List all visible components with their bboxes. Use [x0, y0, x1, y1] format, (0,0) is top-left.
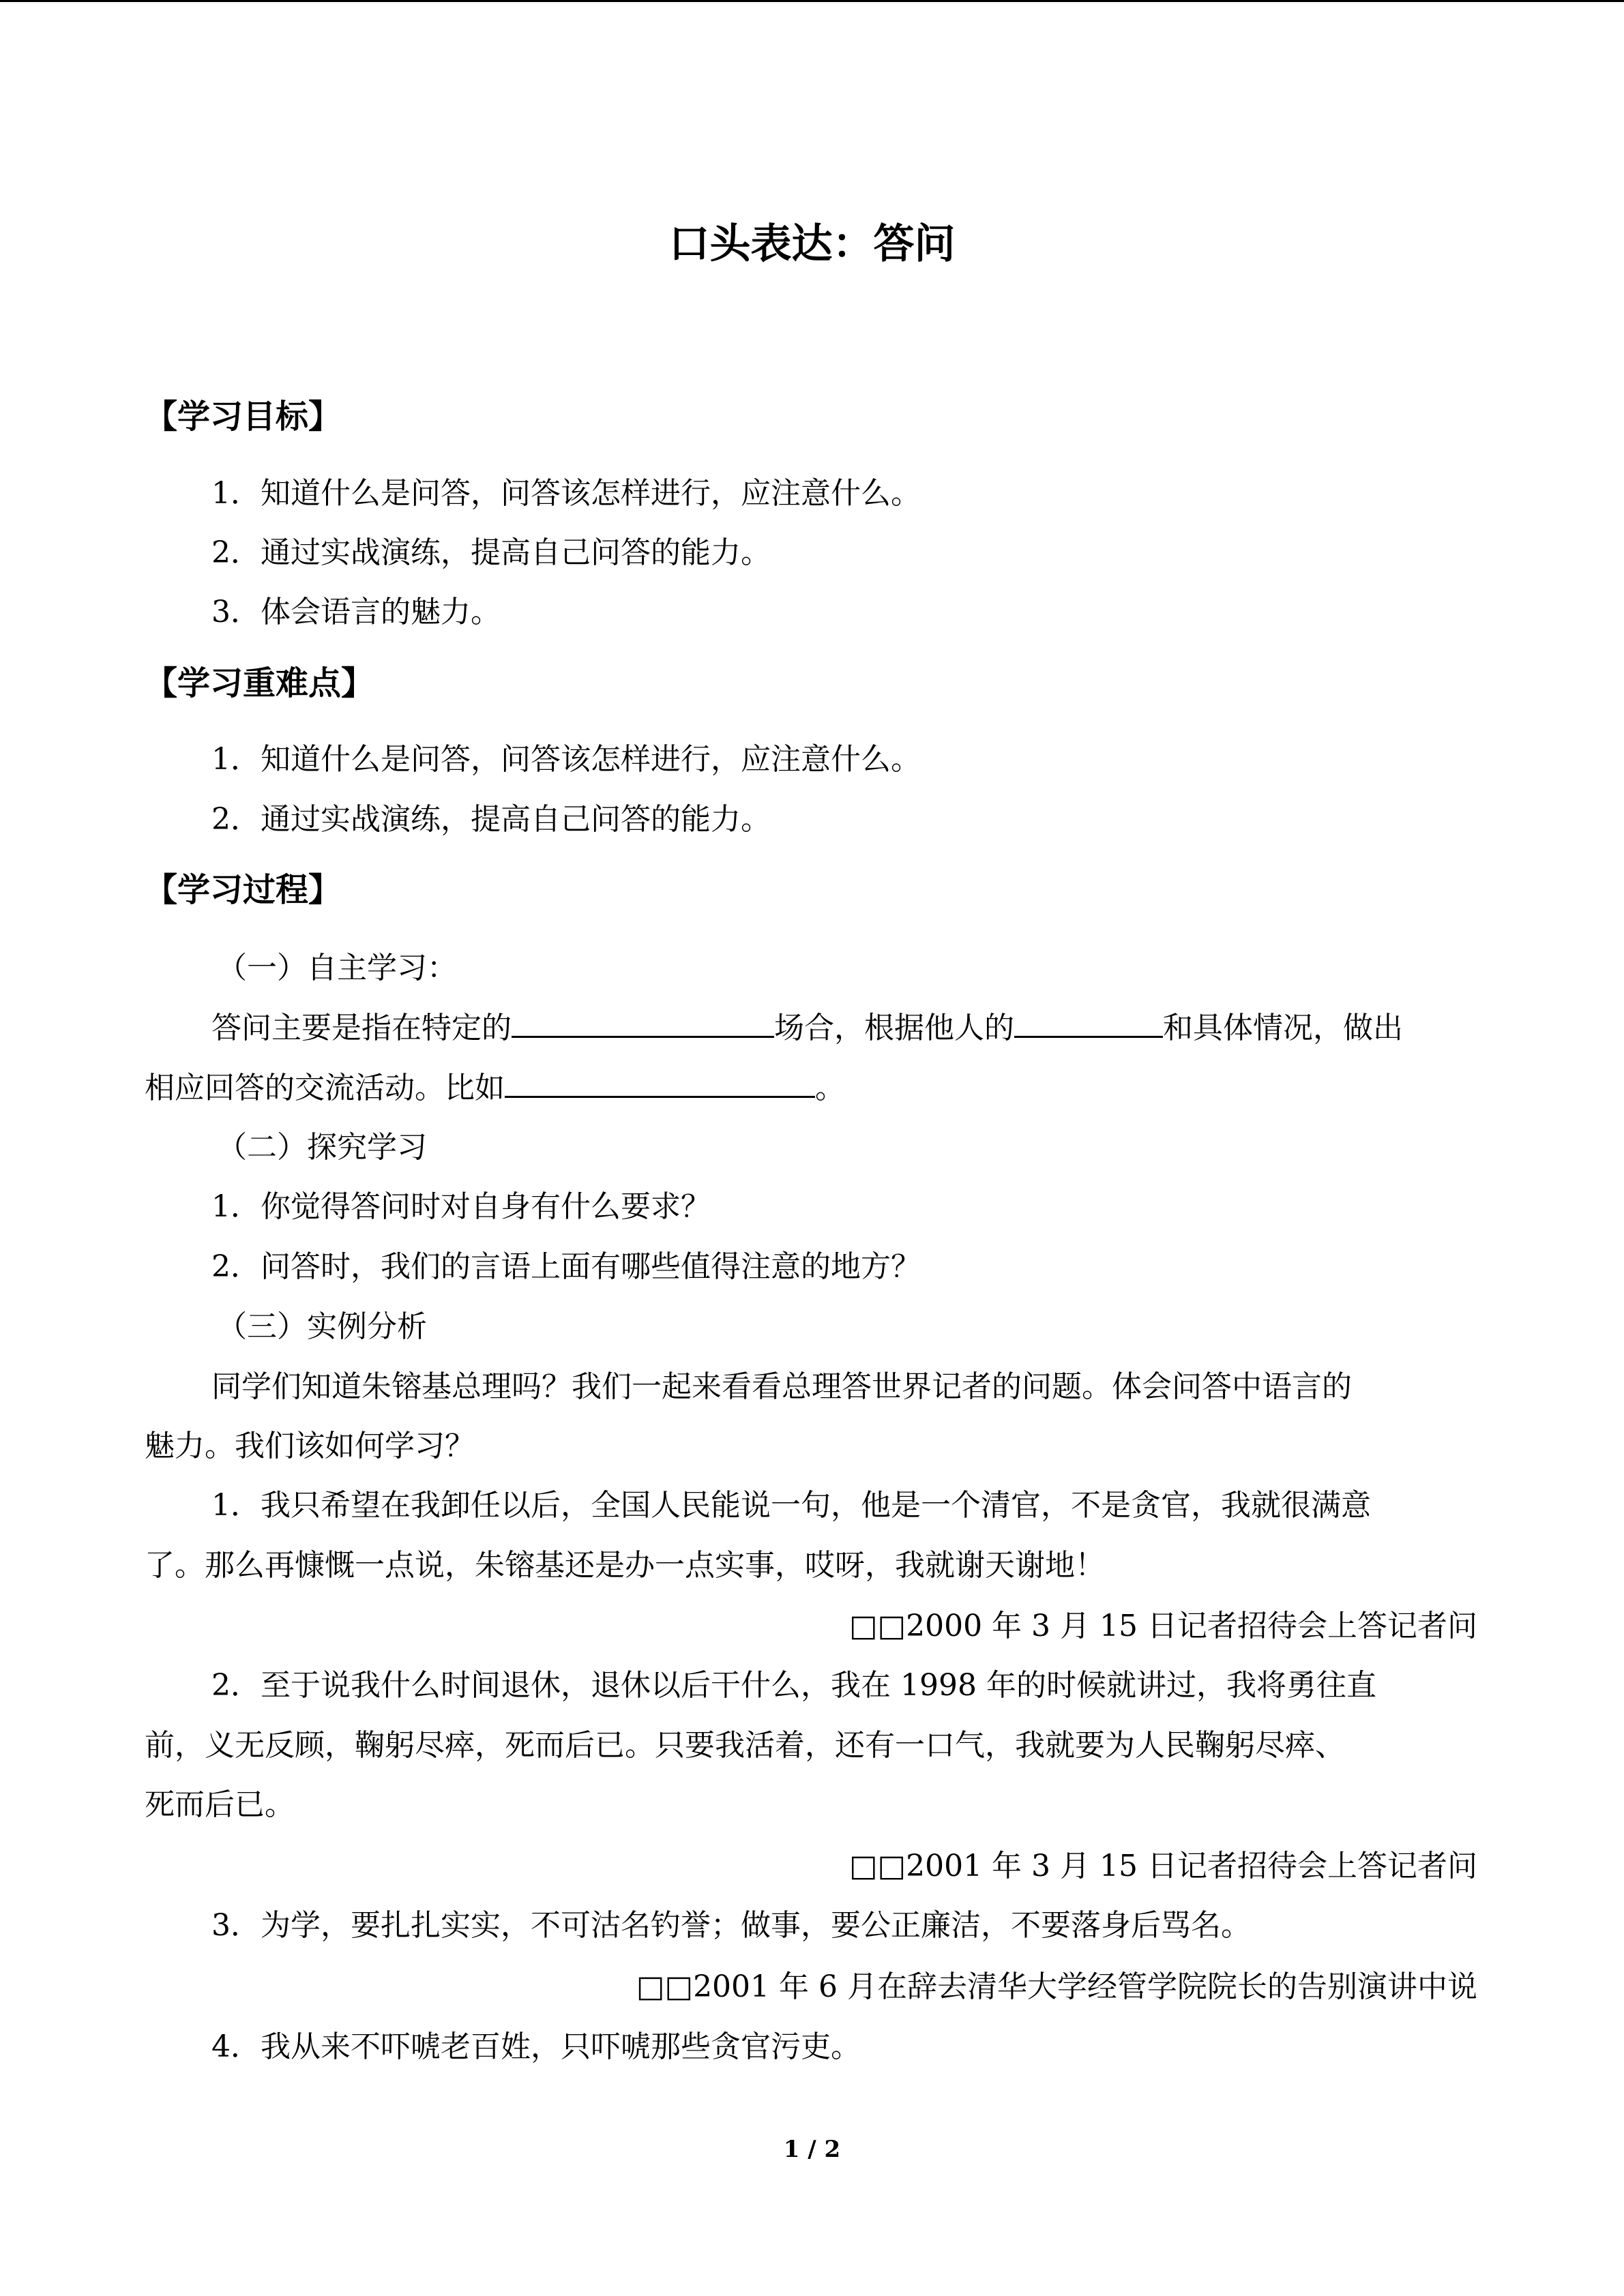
case-intro: 魅力。我们该如何学习？	[145, 1429, 475, 1463]
objectives-heading: 【学习目标】	[145, 398, 342, 436]
page-title: 口头表达：答问	[668, 220, 956, 268]
quote-source: □□2001 年 6 月在辞去清华大学经管学院院长的告别演讲中说	[636, 1969, 1477, 2004]
blank-example[interactable]	[505, 1069, 815, 1098]
quote-text: 了。那么再慷慨一点说，朱镕基还是办一点实事，哎呀，我就谢天谢地！	[145, 1548, 1105, 1583]
fill-in-sentence-1: 答问主要是指在特定的 场合，根据他人的 和具体情况，做出	[211, 1008, 1403, 1049]
quote-text: 2．至于说我什么时间退休，退休以后干什么，我在 1998 年的时候就讲过，我将勇往直	[211, 1668, 1376, 1703]
blank-question[interactable]	[1014, 1009, 1163, 1038]
key-points-heading: 【学习重难点】	[145, 664, 374, 702]
inquiry-item: 1．你觉得答问时对自身有什么要求？	[211, 1189, 711, 1224]
page-number: 1 / 2	[783, 2136, 841, 2163]
key-point-item: 2．通过实战演练，提高自己问答的能力。	[211, 802, 771, 837]
quote-text: 3．为学，要扎扎实实，不可沽名钓誉；做事，要公正廉洁，不要落身后骂名。	[211, 1908, 1251, 1943]
blank-occasion[interactable]	[512, 1009, 774, 1038]
quote-text: 1．我只希望在我卸任以后，全国人民能说一句，他是一个清官，不是贪官，我就很满意	[211, 1488, 1371, 1523]
key-point-item: 1．知道什么是问答，问答该怎样进行，应注意什么。	[211, 742, 921, 777]
quote-text: 死而后已。	[145, 1787, 295, 1822]
quote-text: 4．我从来不吓唬老百姓，只吓唬那些贪官污吏。	[211, 2029, 861, 2064]
fill-in-sentence-2: 相应回答的交流活动。比如 。	[145, 1068, 845, 1109]
objective-item: 3．体会语言的魅力。	[211, 595, 501, 629]
quote-text: 前，义无反顾，鞠躬尽瘁，死而后已。只要我活着，还有一口气，我就要为人民鞠躬尽瘁、	[145, 1728, 1345, 1763]
case-intro: 同学们知道朱镕基总理吗？我们一起来看看总理答世界记者的问题。体会问答中语言的	[211, 1369, 1352, 1404]
quote-source: □□2001 年 3 月 15 日记者招待会上答记者问	[848, 1849, 1477, 1883]
top-border	[0, 0, 1624, 2]
self-study-label: （一）自主学习：	[217, 951, 457, 985]
process-heading: 【学习过程】	[145, 871, 342, 909]
objective-item: 1．知道什么是问答，问答该怎样进行，应注意什么。	[211, 476, 921, 511]
inquiry-label: （二）探究学习	[217, 1130, 427, 1165]
case-label: （三）实例分析	[217, 1309, 427, 1344]
inquiry-item: 2．问答时，我们的言语上面有哪些值得注意的地方？	[211, 1249, 921, 1284]
quote-source: □□2000 年 3 月 15 日记者招待会上答记者问	[848, 1609, 1477, 1643]
objective-item: 2．通过实战演练，提高自己问答的能力。	[211, 535, 771, 570]
